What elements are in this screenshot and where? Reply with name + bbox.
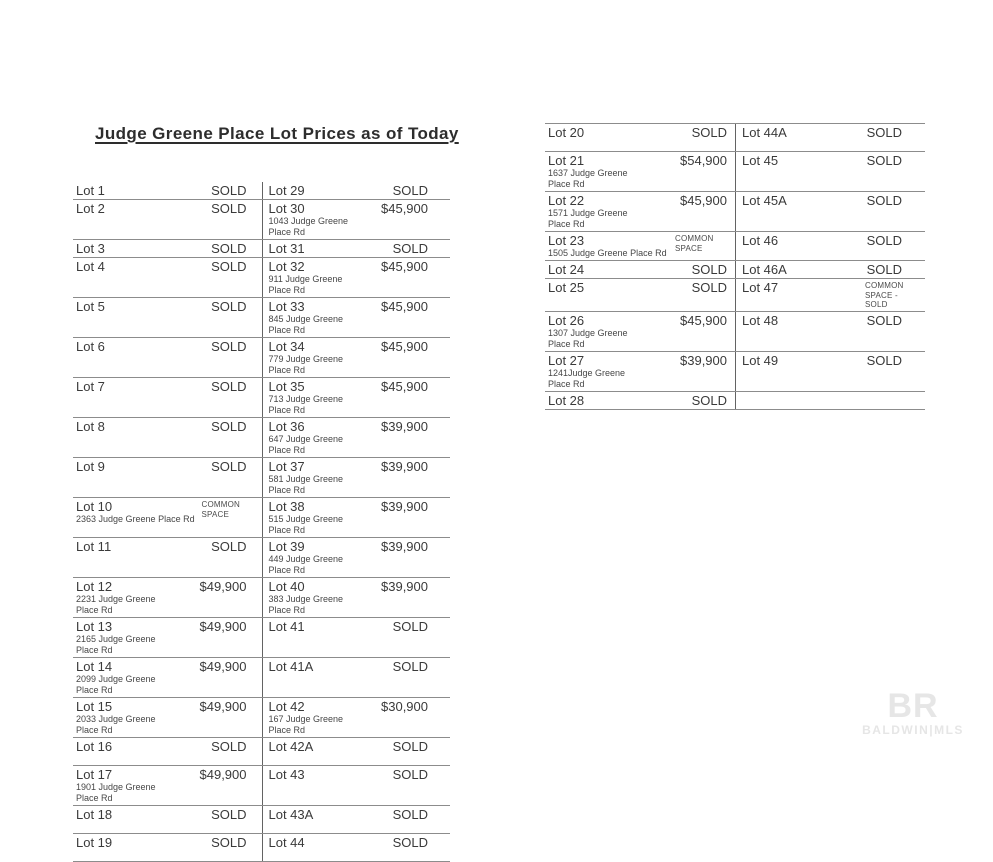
- lot-name-cell: [263, 182, 365, 199]
- lot-number: Lot 20: [548, 125, 585, 140]
- lot-number: Lot 41: [268, 619, 305, 634]
- lot-address: 779 Judge Greene Place Rd: [268, 354, 344, 375]
- lot-status: SOLD: [691, 262, 727, 277]
- lot-number: Lot 23: [548, 233, 585, 248]
- lot-entry: [262, 834, 451, 861]
- table-row: [545, 232, 925, 261]
- lot-status: SOLD: [392, 767, 428, 782]
- lot-status: SOLD: [691, 280, 727, 295]
- lot-number: Lot 14: [76, 659, 113, 674]
- lot-status: $45,900: [381, 299, 428, 314]
- lot-status: $30,900: [381, 699, 428, 714]
- lot-status: $45,900: [381, 379, 428, 394]
- lot-number: Lot 43A: [268, 807, 314, 822]
- lot-price-table-right: [545, 123, 925, 410]
- lot-name-cell: [263, 418, 365, 457]
- lot-name-cell: [263, 834, 365, 851]
- lot-name-cell: [545, 152, 649, 191]
- lot-entry: [73, 338, 262, 377]
- lot-number: Lot 2: [76, 201, 105, 216]
- lot-address: 167 Judge Greene Place Rd: [268, 714, 344, 735]
- lot-number: Lot 45A: [742, 193, 787, 208]
- lot-address: 515 Judge Greene Place Rd: [268, 514, 344, 535]
- lot-status: SOLD: [211, 241, 247, 256]
- lot-name-cell: [263, 766, 365, 783]
- lot-name-cell: [545, 352, 649, 391]
- lot-status: $49,900: [199, 579, 247, 594]
- lot-address: 2033 Judge Greene Place Rd: [76, 714, 156, 735]
- lot-entry: [735, 192, 925, 231]
- lot-entry: [735, 124, 925, 151]
- lot-entry: [545, 124, 735, 151]
- lot-entry: [73, 200, 262, 239]
- lot-name-cell: [73, 200, 176, 217]
- lot-number: Lot 26: [548, 312, 585, 328]
- table-row: [73, 182, 450, 200]
- lot-address: 1241Judge Greene Place Rd: [548, 367, 626, 389]
- lot-entry: [545, 152, 735, 191]
- lot-status: SOLD: [211, 419, 247, 434]
- lot-number: Lot 38: [268, 499, 305, 514]
- lot-address: 2363 Judge Greene Place Rd: [76, 514, 195, 524]
- lot-name-cell: [73, 418, 176, 435]
- lot-number: Lot 13: [76, 619, 113, 634]
- lot-name-cell: [263, 618, 365, 635]
- lot-name-cell: [73, 298, 176, 315]
- table-row: [73, 338, 450, 378]
- lot-name-cell: [545, 192, 649, 231]
- lot-name-cell: [736, 192, 839, 209]
- lot-name-cell: [545, 312, 649, 351]
- baldwin-mls-logo-icon: BR: [887, 687, 939, 725]
- table-row: [73, 298, 450, 338]
- lot-name-cell: [73, 658, 176, 697]
- lot-name-cell: [73, 578, 176, 617]
- lot-address: 1637 Judge Greene Place Rd: [548, 168, 628, 189]
- lot-entry: [73, 578, 262, 617]
- lot-entry: [262, 378, 451, 417]
- lot-entry: [545, 261, 735, 278]
- lot-entry: [262, 538, 451, 577]
- table-row: [73, 618, 450, 658]
- lot-status: SOLD: [211, 299, 247, 314]
- lot-status: SOLD: [211, 739, 247, 754]
- lot-entry: [262, 418, 451, 457]
- lot-name-cell: [263, 658, 365, 675]
- lot-number: Lot 42: [268, 699, 305, 714]
- lot-number: Lot 34: [268, 339, 305, 354]
- table-row: [545, 279, 925, 312]
- lot-entry: [262, 766, 451, 805]
- lot-name-cell: [545, 279, 649, 296]
- lot-status: $45,900: [381, 259, 428, 274]
- lot-number: Lot 24: [548, 262, 585, 277]
- lot-address: 647 Judge Greene Place Rd: [268, 434, 344, 455]
- lot-address: 2165 Judge Greene Place Rd: [76, 634, 156, 655]
- lot-entry: [545, 192, 735, 231]
- lot-name-cell: [73, 498, 202, 526]
- lot-entry: [262, 658, 451, 697]
- lot-entry: [73, 182, 262, 199]
- table-row: [73, 538, 450, 578]
- table-row: [73, 766, 450, 806]
- lot-entry: [73, 538, 262, 577]
- lot-number: Lot 5: [76, 299, 105, 314]
- lot-number: Lot 10: [76, 499, 113, 514]
- lot-status: $54,900: [680, 153, 727, 168]
- lot-status: $39,900: [680, 352, 727, 368]
- lot-number: Lot 4: [76, 259, 105, 274]
- lot-entry: [262, 200, 451, 239]
- lot-name-cell: [263, 458, 365, 497]
- lot-number: Lot 22: [548, 193, 585, 208]
- lot-status: $39,900: [381, 539, 428, 554]
- table-row: [73, 806, 450, 834]
- lot-entry: [262, 618, 451, 657]
- lot-address: 845 Judge Greene Place Rd: [268, 314, 344, 335]
- baldwin-mls-watermark: [858, 688, 968, 737]
- lot-entry: [262, 738, 451, 765]
- lot-address: 1043 Judge Greene Place Rd: [268, 216, 349, 237]
- lot-entry: [545, 279, 735, 311]
- lot-name-cell: [263, 240, 365, 257]
- lot-entry: [73, 698, 262, 737]
- lot-status: SOLD: [866, 262, 902, 277]
- lot-number: Lot 28: [548, 392, 585, 408]
- lot-entry: [545, 312, 735, 351]
- table-row: [545, 192, 925, 232]
- lot-name-cell: [73, 738, 176, 755]
- lot-status: SOLD: [392, 659, 428, 674]
- table-row: [73, 698, 450, 738]
- lot-entry: [73, 458, 262, 497]
- lot-name-cell: [73, 182, 176, 199]
- lot-number: Lot 48: [742, 312, 779, 328]
- lot-name-cell: [263, 200, 365, 239]
- lot-name-cell: [736, 261, 839, 278]
- lot-status: $45,900: [381, 339, 428, 354]
- table-row: [73, 458, 450, 498]
- lot-name-cell: [263, 698, 365, 737]
- lot-name-cell: [73, 458, 176, 475]
- table-row: [545, 392, 925, 410]
- lot-address: 1901 Judge Greene Place Rd: [76, 782, 156, 803]
- lot-name-cell: [263, 538, 365, 577]
- lot-entry: [73, 298, 262, 337]
- lot-status: SOLD: [211, 459, 247, 474]
- lot-address: 1571 Judge Greene Place Rd: [548, 208, 628, 229]
- lot-entry: [73, 498, 262, 537]
- lot-number: Lot 9: [76, 459, 105, 474]
- lot-number: Lot 44A: [742, 125, 787, 140]
- lot-status: SOLD: [866, 153, 902, 168]
- lot-number: Lot 16: [76, 739, 113, 754]
- table-row: [73, 498, 450, 538]
- lot-entry: [73, 766, 262, 805]
- lot-entry: [262, 298, 451, 337]
- lot-address: 713 Judge Greene Place Rd: [268, 394, 344, 415]
- lot-status: COMMON SPACE: [201, 500, 241, 519]
- table-row: [545, 261, 925, 279]
- lot-number: Lot 45: [742, 153, 779, 168]
- lot-entry: [262, 240, 451, 257]
- lot-number: Lot 30: [268, 201, 305, 216]
- lot-address: 1505 Judge Greene Place Rd: [548, 248, 667, 258]
- page-title: Judge Greene Place Lot Prices as of Today: [95, 124, 459, 143]
- table-row: [545, 124, 925, 152]
- table-row: [545, 352, 925, 392]
- lot-name-cell: [73, 338, 176, 355]
- lot-name-cell: [736, 279, 865, 296]
- lot-number: Lot 6: [76, 339, 105, 354]
- lot-status: $49,900: [199, 659, 247, 674]
- lot-number: Lot 33: [268, 299, 305, 314]
- lot-number: Lot 46A: [742, 262, 787, 277]
- lot-name-cell: [73, 258, 176, 275]
- lot-status: COMMON SPACE: [675, 234, 714, 253]
- lot-name-cell: [736, 392, 839, 394]
- lot-name-cell: [73, 538, 176, 555]
- lot-number: Lot 11: [76, 539, 112, 554]
- lot-status: $39,900: [381, 459, 428, 474]
- lot-name-cell: [263, 378, 365, 417]
- table-row: [545, 152, 925, 192]
- lot-name-cell: [736, 124, 839, 141]
- lot-name-cell: [73, 698, 176, 737]
- lot-name-cell: [263, 298, 365, 337]
- table-row: [73, 418, 450, 458]
- lot-entry: [735, 392, 925, 409]
- lot-number: Lot 47: [742, 280, 779, 295]
- lot-name-cell: [545, 124, 649, 141]
- lot-number: Lot 17: [76, 767, 113, 782]
- lot-name-cell: [736, 152, 839, 169]
- lot-number: Lot 43: [268, 767, 305, 782]
- table-row: [73, 258, 450, 298]
- lot-name-cell: [263, 738, 365, 755]
- lot-number: Lot 32: [268, 259, 305, 274]
- lot-entry: [73, 240, 262, 257]
- lot-number: Lot 21: [548, 153, 585, 168]
- lot-number: Lot 1: [76, 183, 105, 198]
- lot-status: SOLD: [211, 835, 247, 850]
- lot-entry: [262, 458, 451, 497]
- lot-number: Lot 31: [268, 241, 305, 256]
- lot-address: 2099 Judge Greene Place Rd: [76, 674, 156, 695]
- table-row: [73, 578, 450, 618]
- lot-status: SOLD: [866, 125, 902, 140]
- lot-number: Lot 42A: [268, 739, 314, 754]
- lot-number: Lot 37: [268, 459, 305, 474]
- lot-name-cell: [73, 240, 176, 257]
- lot-status: $49,900: [199, 767, 247, 782]
- lot-status: SOLD: [211, 539, 247, 554]
- lot-status: $45,900: [680, 312, 727, 328]
- lot-number: Lot 12: [76, 579, 113, 594]
- lot-number: Lot 18: [76, 807, 113, 822]
- lot-status: SOLD: [392, 619, 428, 634]
- lot-number: Lot 29: [268, 183, 305, 198]
- lot-address: 449 Judge Greene Place Rd: [268, 554, 344, 575]
- lot-address: 1307 Judge Greene Place Rd: [548, 327, 628, 349]
- table-row: [73, 834, 450, 862]
- lot-price-table-left: [73, 182, 450, 862]
- lot-name-cell: [263, 806, 365, 823]
- lot-name-cell: [263, 578, 365, 617]
- lot-name-cell: [73, 618, 176, 657]
- lot-entry: [73, 738, 262, 765]
- lot-number: Lot 39: [268, 539, 305, 554]
- lot-status: SOLD: [866, 233, 902, 248]
- lot-status: $39,900: [381, 579, 428, 594]
- lot-status: SOLD: [866, 193, 902, 208]
- lot-status: $39,900: [381, 419, 428, 434]
- lot-number: Lot 3: [76, 241, 105, 256]
- lot-name-cell: [545, 261, 649, 278]
- lot-number: Lot 49: [742, 352, 779, 368]
- lot-status: COMMON SPACE - SOLD: [865, 281, 904, 309]
- lot-number: Lot 15: [76, 699, 113, 714]
- lot-address: 911 Judge Greene Place Rd: [268, 274, 343, 295]
- lot-number: Lot 41A: [268, 659, 314, 674]
- lot-status: SOLD: [392, 241, 428, 256]
- lot-number: Lot 27: [548, 352, 585, 368]
- lot-number: Lot 8: [76, 419, 105, 434]
- lot-name-cell: [73, 834, 176, 851]
- lot-entry: [73, 258, 262, 297]
- lot-entry: [545, 232, 735, 260]
- lot-name-cell: [263, 338, 365, 377]
- lot-entry: [545, 392, 735, 409]
- lot-entry: [262, 498, 451, 537]
- lot-entry: [73, 658, 262, 697]
- lot-address: 383 Judge Greene Place Rd: [268, 594, 344, 615]
- lot-entry: [262, 806, 451, 833]
- lot-entry: [735, 232, 925, 260]
- lot-number: Lot 25: [548, 280, 585, 295]
- lot-status: SOLD: [211, 183, 247, 198]
- lot-status: SOLD: [691, 392, 727, 408]
- lot-entry: [73, 618, 262, 657]
- lot-status: SOLD: [691, 125, 727, 140]
- lot-status: SOLD: [211, 201, 247, 216]
- lot-entry: [73, 834, 262, 861]
- lot-number: Lot 40: [268, 579, 305, 594]
- lot-entry: [735, 261, 925, 278]
- lot-status: SOLD: [392, 835, 428, 850]
- lot-status: $45,900: [680, 193, 727, 208]
- baldwin-mls-label: BALDWIN|MLS: [862, 723, 964, 737]
- lot-status: SOLD: [392, 807, 428, 822]
- lot-entry: [735, 279, 925, 311]
- lot-number: Lot 36: [268, 419, 305, 434]
- lot-entry: [262, 338, 451, 377]
- lot-status: SOLD: [211, 379, 247, 394]
- lot-entry: [262, 698, 451, 737]
- lot-entry: [545, 352, 735, 391]
- table-row: [73, 738, 450, 766]
- lot-number: Lot 7: [76, 379, 105, 394]
- lot-name-cell: [545, 392, 649, 409]
- lot-name-cell: [736, 232, 839, 249]
- table-row: [73, 378, 450, 418]
- lot-status: SOLD: [392, 183, 428, 198]
- lot-status: $39,900: [381, 499, 428, 514]
- lot-name-cell: [263, 258, 365, 297]
- table-row: [545, 312, 925, 352]
- lot-status: SOLD: [211, 259, 247, 274]
- lot-entry: [262, 182, 451, 199]
- lot-name-cell: [263, 498, 365, 537]
- lot-status: SOLD: [211, 807, 247, 822]
- lot-status: $49,900: [199, 619, 247, 634]
- lot-status: [839, 392, 925, 393]
- lot-entry: [73, 378, 262, 417]
- lot-status: SOLD: [392, 739, 428, 754]
- lot-name-cell: [73, 378, 176, 395]
- lot-address: 2231 Judge Greene Place Rd: [76, 594, 156, 615]
- lot-status: SOLD: [211, 339, 247, 354]
- lot-status: $49,900: [199, 699, 247, 714]
- lot-entry: [262, 578, 451, 617]
- lot-address: 581 Judge Greene Place Rd: [268, 474, 344, 495]
- lot-number: Lot 35: [268, 379, 305, 394]
- lot-name-cell: [73, 766, 176, 805]
- lot-status: SOLD: [866, 312, 902, 328]
- lot-status: SOLD: [866, 352, 902, 368]
- table-row: [73, 658, 450, 698]
- lot-name-cell: [736, 352, 839, 369]
- lot-entry: [73, 806, 262, 833]
- lot-entry: [262, 258, 451, 297]
- lot-status: $45,900: [381, 201, 428, 216]
- lot-entry: [735, 312, 925, 351]
- lot-number: Lot 44: [268, 835, 305, 850]
- table-row: [73, 200, 450, 240]
- lot-number: Lot 46: [742, 233, 779, 248]
- lot-entry: [735, 152, 925, 191]
- table-row: [73, 240, 450, 258]
- lot-entry: [73, 418, 262, 457]
- lot-number: Lot 19: [76, 835, 113, 850]
- lot-name-cell: [73, 806, 176, 823]
- lot-name-cell: [736, 312, 839, 329]
- lot-entry: [735, 352, 925, 391]
- lot-name-cell: [545, 232, 675, 260]
